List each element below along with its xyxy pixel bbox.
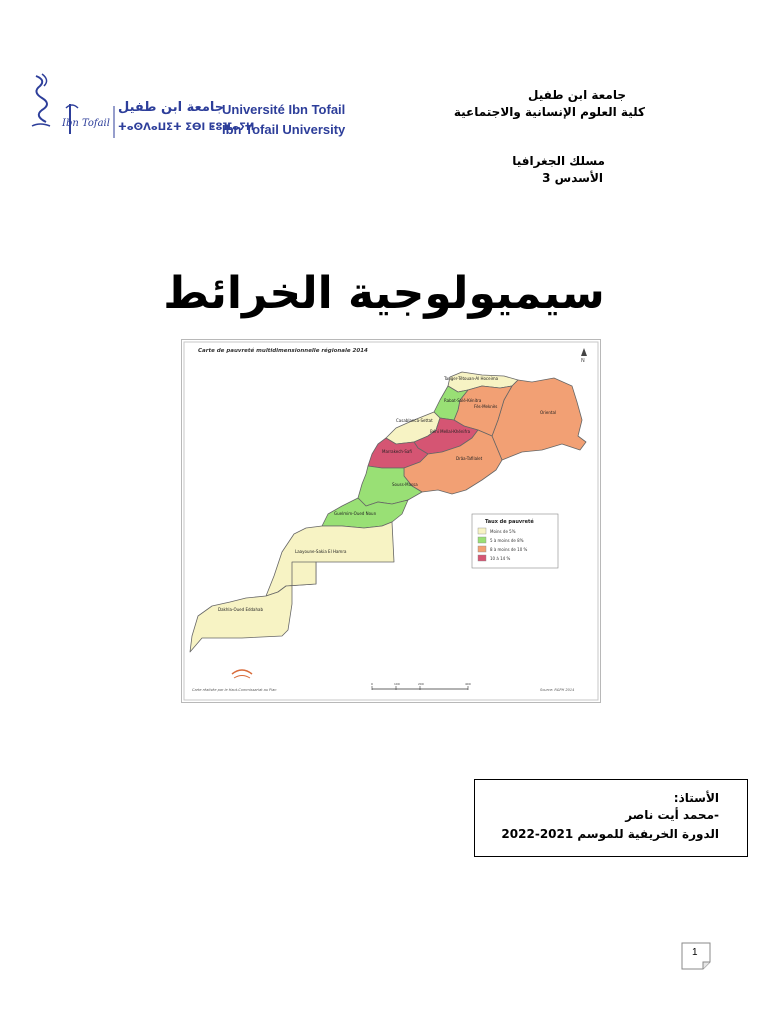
page-number: 1	[692, 947, 698, 958]
label-souss: Souss-Massa	[392, 482, 418, 487]
legend-item-2: 8 à moins de 10 %	[490, 547, 528, 552]
scale-label-2: 200	[418, 682, 424, 686]
logo-name-en: Ibn Tofail University	[222, 122, 346, 137]
map-title: Carte de pauvreté multidimensionnelle régionale 2014	[198, 348, 368, 354]
logo-name-ar: جامعة ابن طفيل	[118, 100, 225, 115]
poverty-map-svg	[182, 340, 600, 702]
label-fes-meknes: Fès-Meknès	[474, 404, 498, 409]
scale-bar	[371, 682, 471, 690]
logo-name-fr: Université Ibn Tofail	[222, 102, 346, 117]
region-laayoune-sakia-el-hamra	[266, 522, 394, 596]
legend-item-1: 5 à moins de 8%	[490, 538, 524, 543]
hcp-logo-icon	[232, 670, 252, 678]
faculty-name: كلية العلوم الإنسانية والاجتماعية	[453, 105, 645, 119]
label-guelmim: Guelmim-Oued Noun	[334, 511, 377, 516]
label-dakhla: Dakhla-Oued Eddahab	[218, 607, 264, 612]
university-name: جامعة ابن طفيل	[528, 88, 626, 102]
logo-signature: Ibn Tofail	[62, 118, 110, 129]
scale-label-1: 100	[394, 682, 400, 686]
poverty-map-figure	[181, 339, 601, 703]
legend-item-3: 10 à 14 %	[490, 556, 511, 561]
program-name: مسلك الجغرافيا	[512, 154, 605, 168]
page-number-box	[681, 942, 711, 970]
university-logo	[26, 66, 356, 146]
legend-title: Taux de pauvreté	[485, 519, 534, 525]
north-label: N	[581, 358, 585, 364]
scale-label-0: 0	[371, 682, 373, 686]
session-label: الدورة الخريفية للموسم 2021-2022	[501, 827, 719, 841]
label-laayoune: Laayoune-Sakia El Hamra	[295, 549, 347, 554]
label-oriental: Oriental	[540, 410, 557, 415]
map-source: Source: RGPH 2014	[540, 688, 575, 692]
professor-name: -محمد أيت ناصر	[625, 808, 719, 822]
document-title: سيميولوجية الخرائط	[163, 268, 605, 319]
label-beni-mellal: Béni Mellal-Khénifra	[430, 429, 471, 434]
legend-item-0: Moins de 5%	[490, 529, 516, 534]
label-draa: Drâa-Tafilalet	[456, 456, 483, 461]
professor-info-box	[474, 779, 748, 857]
map-credit: Carte réalisée par le Haut-Commissariat au Plan	[192, 688, 277, 692]
scale-label-3: 400	[465, 682, 471, 686]
map-legend	[472, 514, 558, 568]
professor-label: الأستاذ:	[673, 791, 719, 805]
label-rabat: Rabat-Salé-Kénitra	[444, 398, 482, 403]
label-marrakech: Marrakech-Safi	[382, 449, 412, 454]
semester-label: الأسدس 3	[542, 171, 603, 185]
label-casablanca: Casablanca-Settat	[396, 418, 433, 423]
north-arrow-icon	[581, 348, 587, 364]
label-tanger: Tanger-Tétouan-Al Hoceima	[444, 376, 499, 381]
logo-name-tifinagh: ⵜⴰⵙⴷⴰⵡⵉⵜ ⵉⴱⵏ ⵟⵓⴼⴰⵢⵍ	[118, 122, 255, 133]
